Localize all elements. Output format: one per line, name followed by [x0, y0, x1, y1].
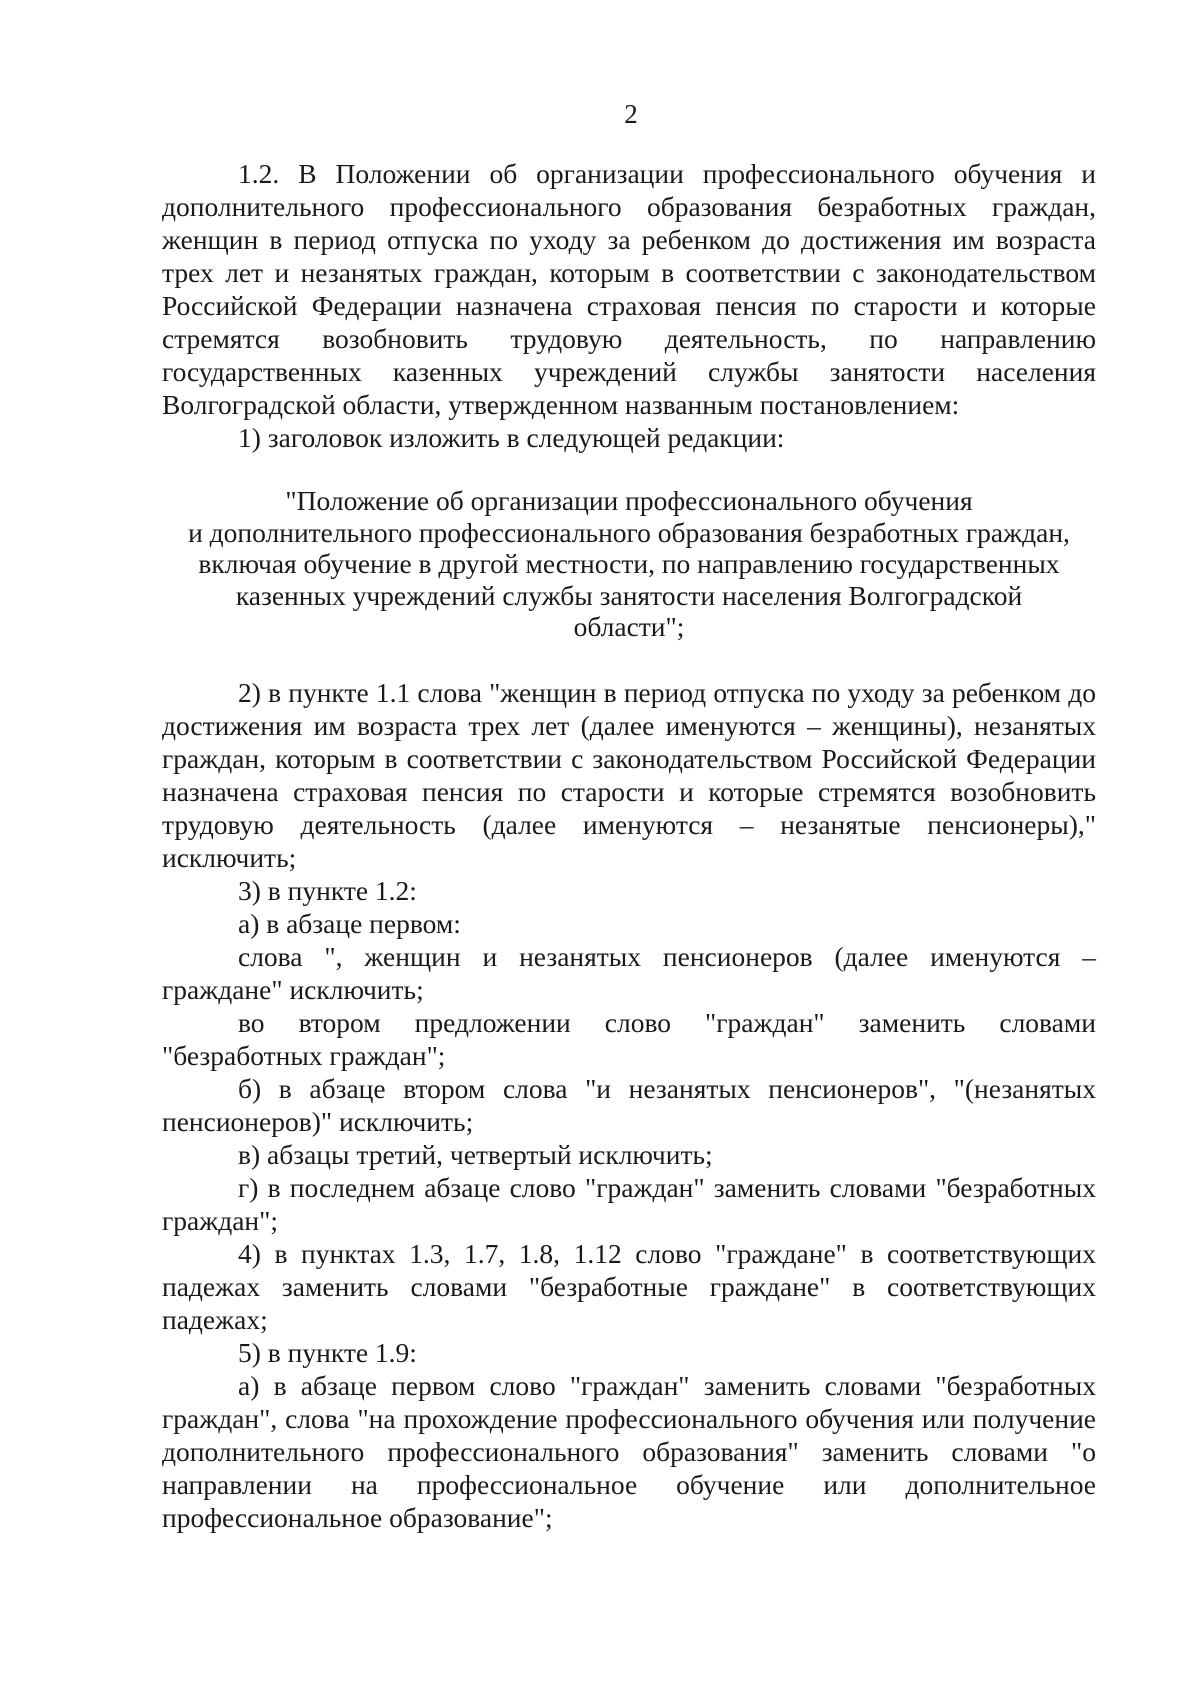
- paragraph-item-3v: в) абзацы третий, четвертый исключить;: [238, 1138, 713, 1170]
- quoted-title-line: области";: [573, 611, 685, 642]
- quoted-title-line: "Положение об организации профессионального обучения: [285, 485, 973, 516]
- document-body: [162, 157, 1096, 1534]
- page-number: 2: [624, 99, 638, 129]
- paragraph-item-5: 5) в пункте 1.9:: [238, 1336, 417, 1368]
- quoted-title-line: включая обучение в другой местности, по направлению государственных: [198, 548, 1060, 579]
- quoted-title: [162, 485, 1096, 643]
- paragraph-1-2-intro: 1.2. В Положении об организации профессионального обучения и дополнительного профессионального образования безработных граждан, женщин в период отпуска по уходу за ребенком до достижения им возраста трех лет и незанятых граждан, которым в соответствии с законодательством Российской Федерации назначена страховая пенсия по старости и которые стремятся возобновить трудовую деятельность, по направлению государственных казенных учреждений службы занятости населения Волгоградской области, утвержденном названным постановлением:: [162, 158, 1096, 420]
- paragraph-heading-change: 1) заголовок изложить в следующей редакции:: [238, 422, 785, 453]
- quoted-title-line: и дополнительного профессионального образования безработных граждан,: [188, 516, 1070, 548]
- paragraph-item-3b: б) в абзаце втором слова "и незанятых пенсионеров", "(незанятых пенсионеров)" исключить;: [162, 1072, 1096, 1137]
- quoted-title-line: казенных учреждений службы занятости населения Волгоградской: [235, 579, 1023, 611]
- paragraph-item-3g: г) в последнем абзаце слово "граждан" заменить словами "безработных граждан";: [162, 1171, 1096, 1236]
- paragraph-item-3: 3) в пункте 1.2:: [238, 874, 417, 906]
- paragraph-item-4: 4) в пунктах 1.3, 1.7, 1.8, 1.12 слово "граждане" в соответствующих падежах заменить словами "безработные граждане" в соответствующих падежах;: [162, 1237, 1096, 1335]
- paragraph-item-3a-second-sentence: во втором предложении слово "граждан" заменить словами "безработных граждан";: [162, 1006, 1096, 1071]
- paragraph-item-3a-words: слова ", женщин и незанятых пенсионеров (далее именуются – граждане" исключить;: [162, 940, 1096, 1005]
- paragraph-item-3a: а) в абзаце первом:: [238, 907, 461, 939]
- paragraph-item-2: 2) в пункте 1.1 слова "женщин в период отпуска по уходу за ребенком до достижения им возраста трех лет (далее именуются – женщины), незанятых граждан, которым в соответствии с законодательством Российской Федерации назначена страховая пенсия по старости и которые стремятся возобновить трудовую деятельность (далее именуются – незанятые пенсионеры)," исключить;: [162, 676, 1096, 873]
- paragraph-item-5a: а) в абзаце первом слово "граждан" заменить словами "безработных граждан", слова "на прохождение профессионального обучения или получение дополнительного профессионального образования" заменить словами "о направлении на профессиональное обучение или дополнительное профессиональное образование";: [162, 1369, 1096, 1533]
